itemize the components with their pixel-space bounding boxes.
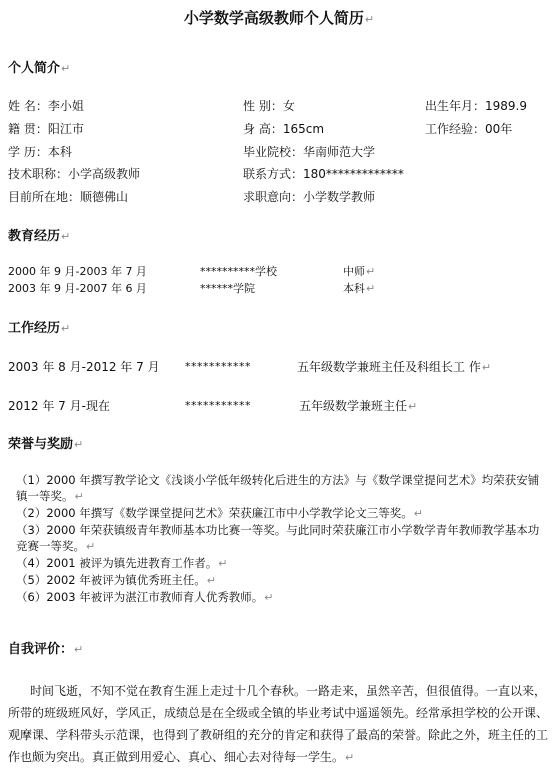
profile-name: 姓 名：李小姐 <box>8 99 84 113</box>
profile-contact: 联系方式：180************* <box>243 167 404 181</box>
honor-item: （4）2001 被评为镇先进教育工作者。↵ <box>16 556 228 570</box>
honor-item: （1）2000 年撰写教学论文《浅谈小学低年级转化后进生的方法》与《数学课堂提问艺术》均荣获安铺镇一等奖。↵ <box>16 473 540 503</box>
profile-birth: 出生年月：1989.9 <box>425 99 527 113</box>
section-self-eval-heading: 自我评价：↵ <box>8 642 84 657</box>
education-period: 2003 年 9 月-2007 年 6 月 <box>8 282 147 295</box>
work-org: *********** <box>185 360 251 373</box>
section-work-heading: 工作经历↵ <box>8 321 71 336</box>
work-period: 2003 年 8 月-2012 年 7 月 <box>8 360 160 374</box>
education-school: ******学院 <box>200 282 255 295</box>
work-org: *********** <box>185 399 251 412</box>
profile-degree: 学 历：本科 <box>8 145 72 159</box>
work-role: 五年级数学兼班主任及科组长工 作↵ <box>297 360 492 374</box>
page-title: 小学数学高级教师个人简历↵ <box>183 9 375 27</box>
self-eval-paragraph: 时间飞逝，不知不觉在教育生涯上走过十几个春秋。一路走来，虽然辛苦，但很值得。一直以来，所带的班级班风好，学风正，成绩总是在全级或全镇的毕业考试中遥遥领先。经常承担学校的公开课、观摩课、学科带头示范课，也得到了教研组的充分的肯定和获得了最高的荣誉。除此之外，班主任的工作也颇为突出。真正做到用爱心、真心、细心去对待每一学生。↵ <box>8 684 549 764</box>
section-honors-heading: 荣誉与奖励↵ <box>8 437 84 452</box>
profile-height: 身 高：165cm <box>243 122 325 136</box>
honor-item: （2）2000 年撰写《数学课堂提问艺术》荣获廉江市中小学教学论文三等奖。↵ <box>16 506 423 520</box>
profile-location: 目前所在地：顺德佛山 <box>8 190 129 204</box>
profile-origin: 籍 贯：阳江市 <box>8 122 84 136</box>
profile-intent: 求职意向：小学数学教师 <box>243 190 376 204</box>
work-role: 五年级数学兼班主任↵ <box>299 399 418 413</box>
education-degree: 中师↵ <box>343 265 376 278</box>
section-intro-heading: 个人简介↵ <box>8 61 71 76</box>
honor-item: （3）2000 年荣获镇级青年教师基本功比赛一等奖。与此同时荣获廉江市小学数学青年教师教学基本功竞赛一等奖。↵ <box>16 523 540 553</box>
honors-list <box>8 472 550 606</box>
profile-experience: 工作经验：00年 <box>425 122 513 136</box>
profile-title: 技术职称：小学高级教师 <box>8 167 141 181</box>
work-period: 2012 年 7 月-现在 <box>8 399 110 413</box>
education-school: **********学校 <box>200 265 277 278</box>
education-period: 2000 年 9 月-2003 年 7 月 <box>8 265 147 278</box>
honor-item: （5）2002 年被评为镇优秀班主任。↵ <box>16 573 216 587</box>
education-degree: 本科↵ <box>343 282 376 295</box>
section-education-heading: 教育经历↵ <box>8 229 71 244</box>
profile-gender: 性 别：女 <box>243 99 295 113</box>
profile-school: 毕业院校：华南师范大学 <box>243 145 376 159</box>
honor-item: （6）2003 年被评为湛江市教师育人优秀教师。↵ <box>16 590 274 604</box>
